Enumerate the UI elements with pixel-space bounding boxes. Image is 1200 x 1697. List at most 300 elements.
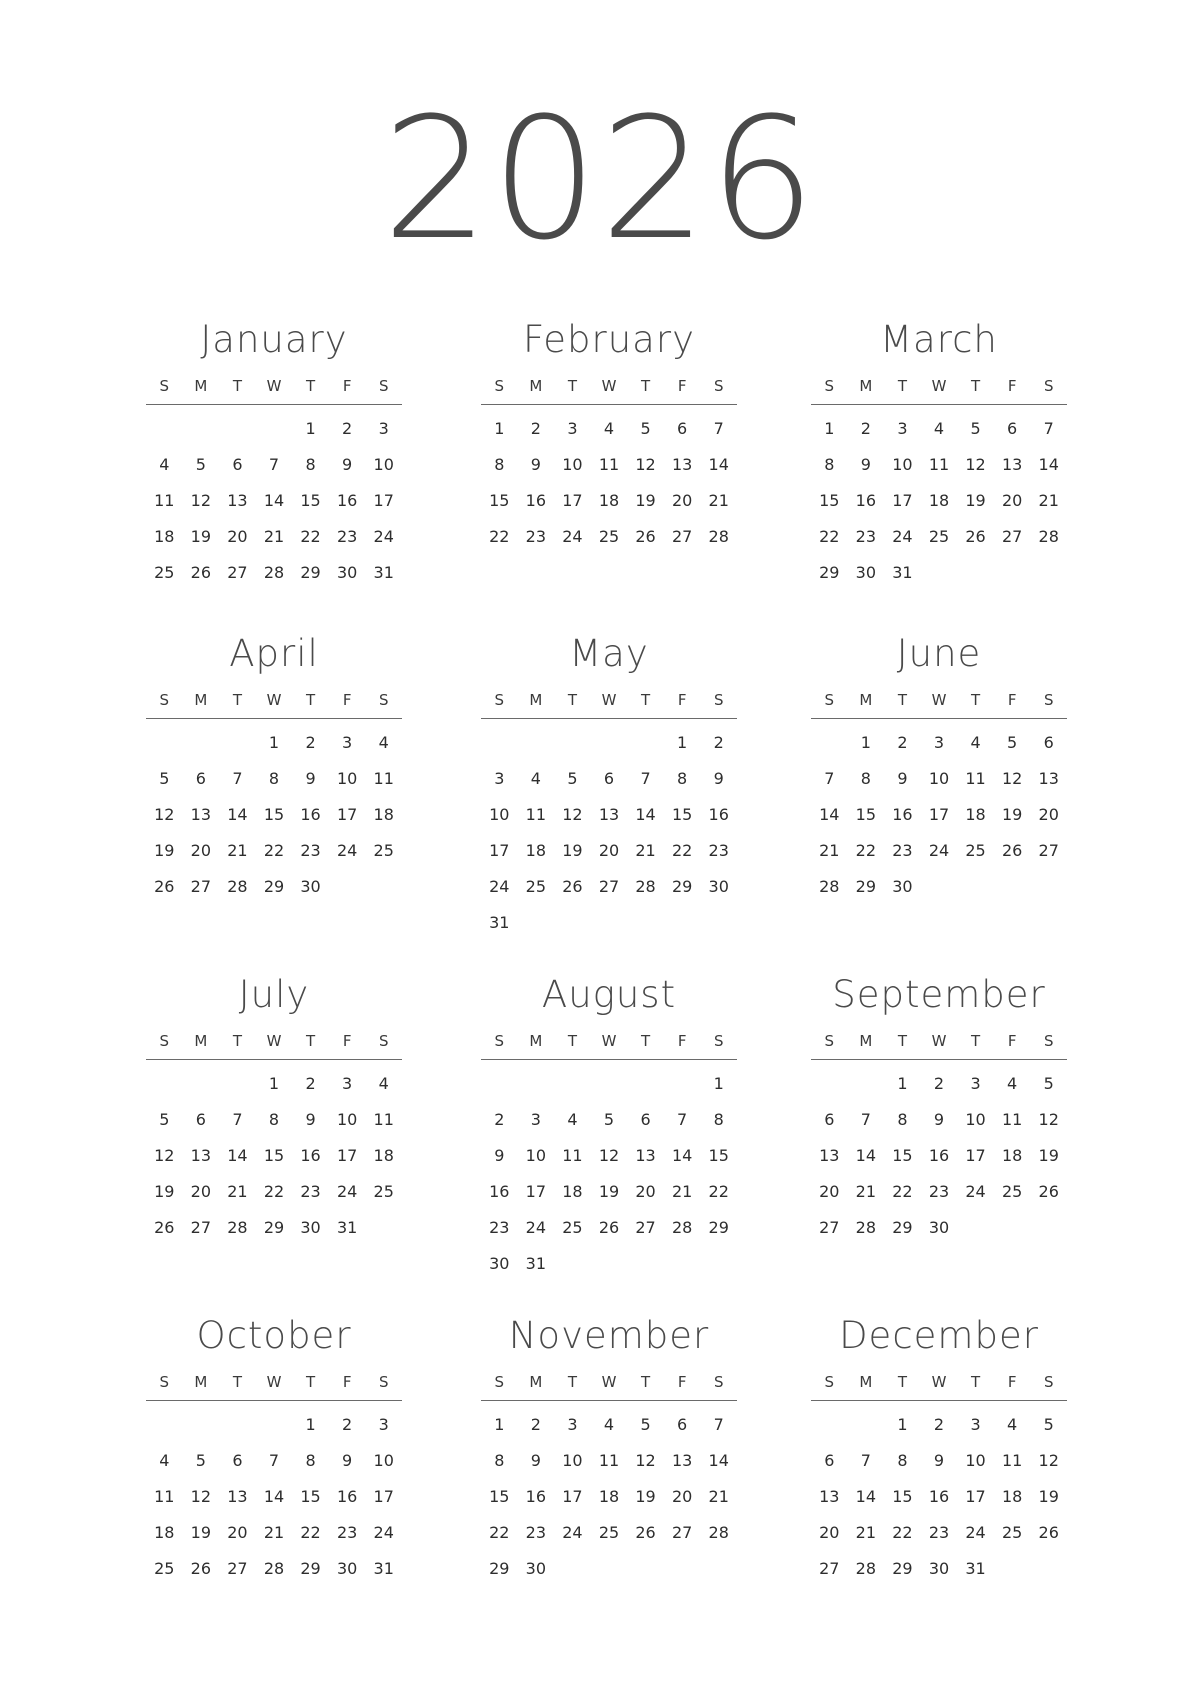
day-cell: 11: [562, 1146, 583, 1165]
day-cell: 14: [227, 805, 248, 824]
day-cell: 6: [1007, 419, 1018, 438]
day-blank: [664, 1066, 701, 1102]
weekday-header: W: [601, 1032, 617, 1050]
day-cell: 21: [708, 491, 729, 510]
day-cell: 26: [1001, 841, 1023, 860]
day-cell: 5: [603, 1110, 615, 1129]
weekday-header: F: [1007, 1032, 1017, 1050]
day-cell: 16: [892, 805, 913, 824]
weekday-header: W: [931, 1373, 947, 1391]
day-cell: 6: [232, 1451, 243, 1470]
weekday-header: S: [1043, 691, 1054, 709]
day-cell: 1: [305, 419, 316, 438]
day-cell: 16: [525, 1487, 547, 1506]
day-blank: [518, 1066, 555, 1102]
day-cell: 27: [671, 527, 693, 546]
day-cell: 6: [195, 769, 206, 788]
weekday-header: T: [567, 377, 577, 395]
day-cell: 10: [965, 1110, 986, 1129]
day-cell: 26: [154, 1218, 175, 1237]
day-cell: 7: [713, 419, 724, 438]
weekday-header: T: [305, 1373, 316, 1391]
day-cell: 28: [708, 527, 729, 546]
day-cell: 15: [263, 1146, 285, 1165]
day-cell: 10: [336, 1110, 358, 1129]
day-cell: 24: [336, 841, 358, 860]
weekday-header: S: [494, 1032, 505, 1050]
day-cell: 2: [305, 1074, 316, 1093]
day-cell: 8: [305, 455, 316, 474]
weekday-header: M: [859, 691, 873, 709]
day-cell: 24: [562, 527, 583, 546]
day-blank: [848, 1407, 885, 1443]
day-cell: 12: [190, 1487, 212, 1506]
day-cell: 26: [598, 1218, 620, 1237]
weekday-header: S: [378, 1032, 389, 1050]
day-cell: 5: [1043, 1074, 1054, 1093]
day-cell: 10: [562, 455, 583, 474]
weekday-header: F: [1007, 377, 1017, 395]
weekday-header: T: [232, 377, 242, 395]
day-cell: 1: [860, 733, 871, 752]
day-cell: 18: [598, 491, 620, 510]
weekday-header-row: [811, 690, 1067, 719]
weekday-header-row: [811, 376, 1067, 405]
day-cell: 9: [530, 1451, 541, 1470]
day-cell: 22: [300, 1523, 321, 1542]
day-grid: [481, 1407, 737, 1587]
weekday-header: T: [567, 1032, 577, 1050]
day-grid: [481, 411, 737, 555]
day-cell: 6: [677, 1415, 688, 1434]
month-name: November: [508, 1314, 710, 1357]
day-cell: 20: [671, 491, 693, 510]
weekday-header: S: [713, 691, 724, 709]
day-blank: [219, 725, 256, 761]
day-cell: 7: [860, 1451, 871, 1470]
day-cell: 4: [567, 1110, 578, 1129]
day-cell: 5: [567, 769, 578, 788]
month-name: April: [229, 632, 319, 675]
weekday-header: T: [640, 1032, 651, 1050]
day-cell: 15: [263, 805, 285, 824]
weekday-header: T: [567, 1373, 577, 1391]
day-cell: 27: [819, 1218, 840, 1237]
day-cell: 2: [305, 733, 316, 752]
day-cell: 3: [933, 733, 945, 752]
day-cell: 23: [336, 527, 358, 546]
weekday-header: S: [494, 377, 505, 395]
day-cell: 4: [378, 733, 389, 752]
day-cell: 30: [892, 877, 913, 896]
day-cell: 3: [970, 1415, 981, 1434]
day-grid: [146, 411, 402, 591]
day-grid: [811, 1407, 1067, 1587]
day-cell: 18: [373, 1146, 394, 1165]
day-cell: 13: [190, 805, 212, 824]
day-cell: 6: [232, 455, 243, 474]
day-cell: 14: [708, 1451, 729, 1470]
weekday-header: S: [824, 1373, 835, 1391]
day-cell: 19: [154, 841, 175, 860]
day-cell: 30: [300, 877, 321, 896]
month-name: July: [238, 973, 310, 1016]
weekday-header-row: [481, 376, 737, 405]
day-cell: 10: [373, 455, 394, 474]
day-cell: 12: [1038, 1110, 1059, 1129]
day-cell: 4: [1007, 1074, 1018, 1093]
day-cell: 12: [1001, 769, 1023, 788]
day-cell: 24: [336, 1182, 358, 1201]
day-cell: 11: [1001, 1110, 1023, 1129]
day-cell: 27: [190, 1218, 212, 1237]
day-cell: 17: [928, 805, 950, 824]
weekday-header: M: [529, 377, 543, 395]
day-cell: 25: [1001, 1523, 1023, 1542]
month-february: [481, 318, 737, 555]
day-blank: [146, 1066, 183, 1102]
day-cell: 28: [708, 1523, 729, 1542]
day-cell: 19: [154, 1182, 175, 1201]
day-cell: 5: [159, 1110, 170, 1129]
day-cell: 15: [892, 1146, 913, 1165]
day-cell: 12: [635, 1451, 656, 1470]
day-cell: 21: [263, 527, 285, 546]
day-cell: 31: [965, 1559, 986, 1578]
day-cell: 30: [525, 1559, 547, 1578]
day-cell: 20: [819, 1523, 840, 1542]
weekday-header: W: [931, 691, 947, 709]
day-cell: 14: [263, 491, 285, 510]
day-cell: 29: [263, 1218, 285, 1237]
day-cell: 27: [227, 563, 248, 582]
day-cell: 6: [677, 419, 688, 438]
day-cell: 20: [1038, 805, 1059, 824]
day-cell: 17: [336, 1146, 358, 1165]
day-cell: 29: [489, 1559, 510, 1578]
day-cell: 21: [855, 1182, 877, 1201]
day-cell: 23: [300, 841, 321, 860]
day-cell: 1: [677, 733, 688, 752]
day-cell: 24: [373, 527, 394, 546]
day-cell: 18: [154, 527, 175, 546]
day-cell: 7: [268, 455, 280, 474]
day-cell: 14: [819, 805, 840, 824]
day-cell: 29: [708, 1218, 729, 1237]
day-cell: 8: [305, 1451, 316, 1470]
day-cell: 12: [598, 1146, 620, 1165]
day-cell: 25: [965, 841, 986, 860]
day-cell: 14: [855, 1487, 877, 1506]
day-cell: 2: [713, 733, 724, 752]
day-blank: [146, 1407, 183, 1443]
day-cell: 15: [300, 1487, 321, 1506]
day-cell: 15: [489, 1487, 510, 1506]
day-cell: 20: [1001, 491, 1023, 510]
day-cell: 21: [819, 841, 840, 860]
day-cell: 8: [897, 1110, 908, 1129]
day-cell: 7: [677, 1110, 688, 1129]
day-cell: 4: [159, 1451, 170, 1470]
weekday-header: S: [713, 1373, 724, 1391]
day-cell: 30: [928, 1218, 950, 1237]
day-cell: 8: [713, 1110, 724, 1129]
weekday-header: T: [305, 377, 316, 395]
day-cell: 29: [892, 1218, 913, 1237]
day-cell: 1: [897, 1415, 908, 1434]
day-cell: 28: [263, 563, 285, 582]
day-cell: 3: [342, 1074, 353, 1093]
weekday-header: F: [342, 377, 352, 395]
day-cell: 19: [562, 841, 583, 860]
day-cell: 23: [708, 841, 729, 860]
day-cell: 26: [635, 527, 656, 546]
day-cell: 20: [227, 527, 248, 546]
day-cell: 18: [154, 1523, 175, 1542]
day-cell: 13: [671, 1451, 693, 1470]
day-cell: 24: [892, 527, 913, 546]
day-cell: 28: [819, 877, 840, 896]
day-cell: 11: [373, 1110, 394, 1129]
day-cell: 2: [933, 1074, 945, 1093]
day-cell: 30: [336, 1559, 358, 1578]
weekday-header: S: [713, 1032, 724, 1050]
weekday-header: S: [494, 691, 505, 709]
day-cell: 1: [494, 1415, 505, 1434]
day-cell: 4: [159, 455, 170, 474]
day-cell: 28: [227, 877, 248, 896]
day-cell: 19: [965, 491, 986, 510]
day-cell: 7: [232, 1110, 243, 1129]
day-cell: 14: [708, 455, 729, 474]
weekday-header-row: [811, 1372, 1067, 1401]
day-cell: 16: [300, 1146, 321, 1165]
day-cell: 3: [897, 419, 908, 438]
day-cell: 22: [489, 1523, 510, 1542]
day-cell: 3: [530, 1110, 541, 1129]
day-cell: 22: [671, 841, 693, 860]
month-march: [811, 318, 1067, 591]
day-cell: 11: [154, 491, 175, 510]
day-cell: 21: [263, 1523, 285, 1542]
day-cell: 3: [567, 1415, 578, 1434]
day-cell: 20: [227, 1523, 248, 1542]
day-cell: 7: [232, 769, 243, 788]
day-cell: 17: [336, 805, 358, 824]
day-cell: 9: [530, 455, 541, 474]
weekday-header: T: [970, 1032, 981, 1050]
day-cell: 29: [263, 877, 285, 896]
weekday-header: F: [342, 1373, 352, 1391]
month-june: [811, 632, 1067, 905]
month-name: August: [541, 973, 677, 1016]
day-cell: 6: [640, 1110, 651, 1129]
day-cell: 24: [562, 1523, 583, 1542]
day-cell: 28: [855, 1559, 877, 1578]
day-cell: 31: [525, 1254, 547, 1273]
weekday-header-row: [146, 690, 402, 719]
day-cell: 5: [159, 769, 170, 788]
day-cell: 10: [336, 769, 358, 788]
month-name: February: [523, 318, 695, 361]
day-cell: 13: [1001, 455, 1023, 474]
day-cell: 1: [824, 419, 835, 438]
month-name: September: [832, 973, 1046, 1016]
day-cell: 10: [965, 1451, 986, 1470]
day-cell: 20: [635, 1182, 656, 1201]
day-cell: 23: [892, 841, 913, 860]
weekday-header: M: [194, 691, 208, 709]
day-cell: 4: [933, 419, 945, 438]
day-blank: [481, 725, 518, 761]
day-cell: 27: [227, 1559, 248, 1578]
day-cell: 4: [970, 733, 981, 752]
day-cell: 21: [1038, 491, 1059, 510]
day-cell: 2: [342, 1415, 353, 1434]
day-cell: 5: [1007, 733, 1018, 752]
weekday-header: M: [529, 1373, 543, 1391]
weekday-header: T: [970, 691, 981, 709]
day-blank: [811, 725, 848, 761]
day-cell: 5: [640, 1415, 651, 1434]
weekday-header-row: [481, 1372, 737, 1401]
day-cell: 26: [190, 1559, 212, 1578]
day-cell: 6: [824, 1451, 835, 1470]
day-cell: 7: [640, 769, 651, 788]
day-cell: 15: [671, 805, 693, 824]
day-cell: 19: [598, 1182, 620, 1201]
weekday-header: W: [601, 377, 617, 395]
weekday-header: S: [824, 377, 835, 395]
day-cell: 22: [855, 841, 877, 860]
day-cell: 2: [530, 1415, 541, 1434]
day-cell: 11: [598, 455, 620, 474]
day-cell: 4: [378, 1074, 389, 1093]
month-october: [146, 1314, 402, 1587]
day-cell: 18: [525, 841, 547, 860]
day-blank: [146, 725, 183, 761]
day-blank: [219, 1066, 256, 1102]
weekday-header: S: [713, 377, 724, 395]
weekday-header: W: [931, 1032, 947, 1050]
day-cell: 3: [342, 733, 353, 752]
day-cell: 28: [227, 1218, 248, 1237]
day-cell: 21: [708, 1487, 729, 1506]
weekday-header: W: [266, 1032, 282, 1050]
day-cell: 1: [494, 419, 505, 438]
day-grid: [146, 1066, 402, 1246]
day-cell: 6: [195, 1110, 206, 1129]
weekday-header: S: [159, 1032, 170, 1050]
day-blank: [811, 1066, 848, 1102]
day-blank: [256, 1407, 293, 1443]
day-cell: 25: [562, 1218, 583, 1237]
day-cell: 19: [190, 1523, 212, 1542]
day-cell: 2: [860, 419, 871, 438]
day-cell: 17: [489, 841, 510, 860]
day-cell: 7: [860, 1110, 871, 1129]
day-cell: 14: [1038, 455, 1059, 474]
day-cell: 4: [530, 769, 541, 788]
day-cell: 28: [671, 1218, 693, 1237]
day-cell: 22: [892, 1182, 913, 1201]
day-cell: 23: [928, 1182, 950, 1201]
day-cell: 16: [336, 1487, 358, 1506]
day-cell: 23: [489, 1218, 510, 1237]
day-cell: 12: [1038, 1451, 1059, 1470]
day-blank: [848, 1066, 885, 1102]
day-cell: 22: [489, 527, 510, 546]
day-cell: 20: [190, 1182, 212, 1201]
day-cell: 16: [300, 805, 321, 824]
day-cell: 6: [603, 769, 615, 788]
day-cell: 30: [708, 877, 729, 896]
day-cell: 13: [819, 1146, 840, 1165]
weekday-header: F: [677, 691, 687, 709]
day-cell: 19: [190, 527, 212, 546]
day-cell: 27: [598, 877, 620, 896]
day-cell: 26: [190, 563, 212, 582]
weekday-header: M: [194, 1032, 208, 1050]
day-cell: 1: [897, 1074, 908, 1093]
day-grid: [811, 725, 1067, 905]
day-cell: 30: [300, 1218, 321, 1237]
day-cell: 12: [154, 805, 175, 824]
month-april: [146, 632, 402, 905]
day-cell: 18: [562, 1182, 583, 1201]
month-december: [811, 1314, 1067, 1587]
day-cell: 31: [489, 913, 510, 932]
day-cell: 14: [635, 805, 656, 824]
day-cell: 3: [378, 419, 389, 438]
day-cell: 27: [190, 877, 212, 896]
day-cell: 25: [598, 1523, 620, 1542]
day-cell: 25: [525, 877, 547, 896]
weekday-header: M: [859, 1373, 873, 1391]
day-cell: 18: [1001, 1146, 1023, 1165]
day-cell: 15: [855, 805, 877, 824]
day-grid: [811, 1066, 1067, 1246]
weekday-header: T: [305, 1032, 316, 1050]
weekday-header: T: [232, 1032, 242, 1050]
month-name: October: [196, 1314, 352, 1357]
day-cell: 16: [336, 491, 358, 510]
weekday-header: T: [640, 377, 651, 395]
day-grid: [811, 411, 1067, 591]
weekday-header: S: [378, 1373, 389, 1391]
weekday-header: T: [640, 1373, 651, 1391]
weekday-header: W: [931, 377, 947, 395]
day-cell: 29: [819, 563, 840, 582]
day-cell: 9: [897, 769, 908, 788]
day-cell: 17: [892, 491, 913, 510]
day-cell: 28: [635, 877, 656, 896]
day-grid: [146, 725, 402, 905]
month-november: [481, 1314, 737, 1587]
day-cell: 20: [190, 841, 212, 860]
day-cell: 24: [373, 1523, 394, 1542]
day-cell: 25: [373, 841, 394, 860]
day-cell: 11: [965, 769, 986, 788]
day-cell: 17: [965, 1146, 986, 1165]
weekday-header: W: [601, 1373, 617, 1391]
day-cell: 22: [263, 1182, 285, 1201]
day-cell: 29: [671, 877, 693, 896]
day-cell: 3: [970, 1074, 981, 1093]
day-cell: 17: [373, 491, 394, 510]
weekday-header: T: [232, 691, 242, 709]
day-cell: 15: [708, 1146, 729, 1165]
